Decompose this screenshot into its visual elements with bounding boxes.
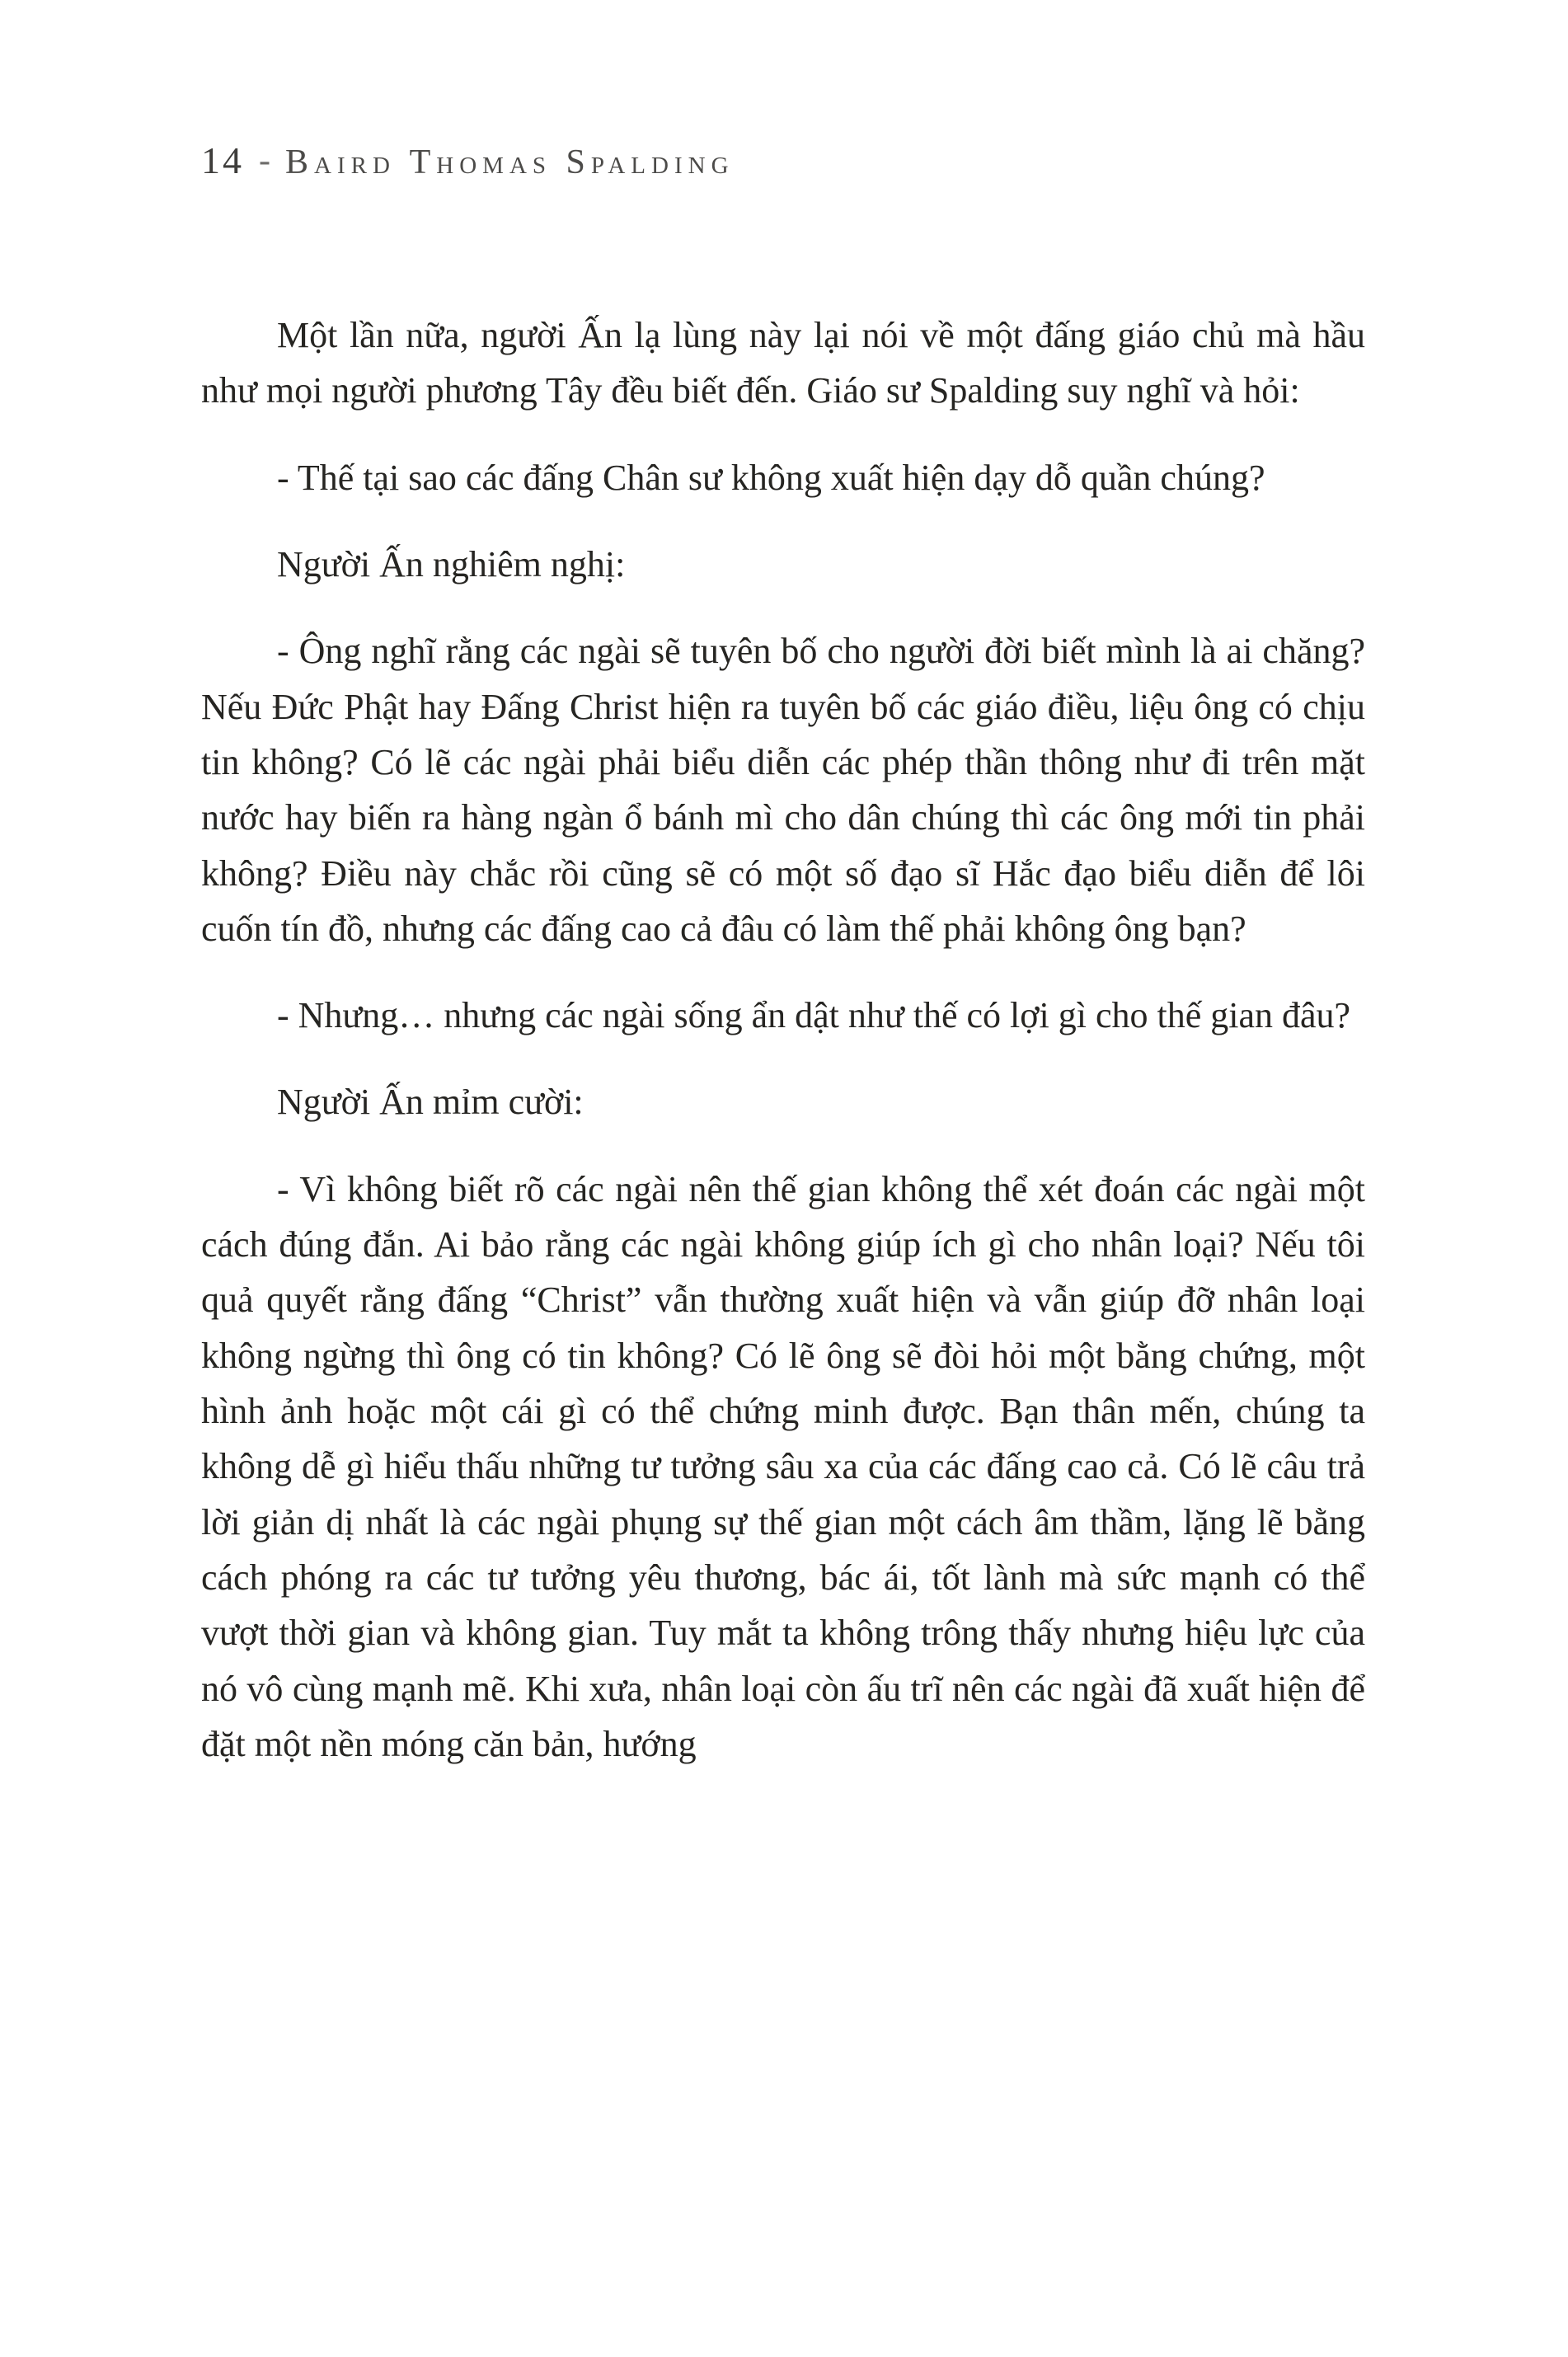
paragraph: - Ông nghĩ rằng các ngài sẽ tuyên bố cho người đời biết mình là ai chăng? Nếu Đức Phật hay Đấng Christ hiện ra tuyên bố các giáo điều, liệu ông có chịu tin không? Có lẽ các ngài phải biểu diễn các phép thần thông như đi trên mặt nước hay biến ra hàng ngàn ổ bánh mì cho dân chúng thì các ông mới tin phải không? Điều này chắc rồi cũng sẽ có một số đạo sĩ Hắc đạo biểu diễn để lôi cuốn tín đồ, nhưng các đấng cao cả đâu có làm thế phải không ông bạn? (201, 631, 1365, 949)
header-separator: - (259, 142, 270, 180)
page-header (201, 139, 1365, 182)
page-number: 14 (201, 139, 244, 181)
paragraph: Người Ấn mỉm cười: (277, 1082, 584, 1123)
book-title: Baird Thomas Spalding (285, 143, 735, 181)
paragraph: - Vì không biết rõ các ngài nên thế gian không thể xét đoán các ngài một cách đúng đắn. Ai bảo rằng các ngài không giúp ích gì cho nhân loại? Nếu tôi quả quyết rằng đấng “Christ” vẫn thường xuất hiện và vẫn giúp đỡ nhân loại không ngừng thì ông có tin không? Có lẽ ông sẽ đòi hỏi một bằng chứng, một hình ảnh hoặc một cái gì có thể chứng minh được. Bạn thân mến, chúng ta không dễ gì hiểu thấu những tư tưởng sâu xa của các đấng cao cả. Có lẽ câu trả lời giản dị nhất là các ngài phụng sự thế gian một cách âm thầm, lặng lẽ bằng cách phóng ra các tư tưởng yêu thương, bác ái, tốt lành mà sức mạnh có thể vượt thời gian và không gian. Tuy mắt ta không trông thấy nhưng hiệu lực của nó vô cùng mạnh mẽ. Khi xưa, nhân loại còn ấu trĩ nên các ngài đã xuất hiện để đặt một nền móng căn bản, hướng (201, 1168, 1365, 1764)
paragraph: - Nhưng… nhưng các ngài sống ẩn dật như thế có lợi gì cho thế gian đâu? (277, 995, 1351, 1036)
paragraph: - Thế tại sao các đấng Chân sư không xuất hiện dạy dỗ quần chúng? (277, 457, 1265, 498)
book-page (201, 0, 1365, 1772)
body-text (201, 308, 1365, 1772)
paragraph: Người Ấn nghiêm nghị: (277, 543, 626, 585)
paragraph: Một lần nữa, người Ấn lạ lùng này lại nói về một đấng giáo chủ mà hầu như mọi người phương Tây đều biết đến. Giáo sư Spalding suy nghĩ và hỏi: (201, 315, 1365, 411)
